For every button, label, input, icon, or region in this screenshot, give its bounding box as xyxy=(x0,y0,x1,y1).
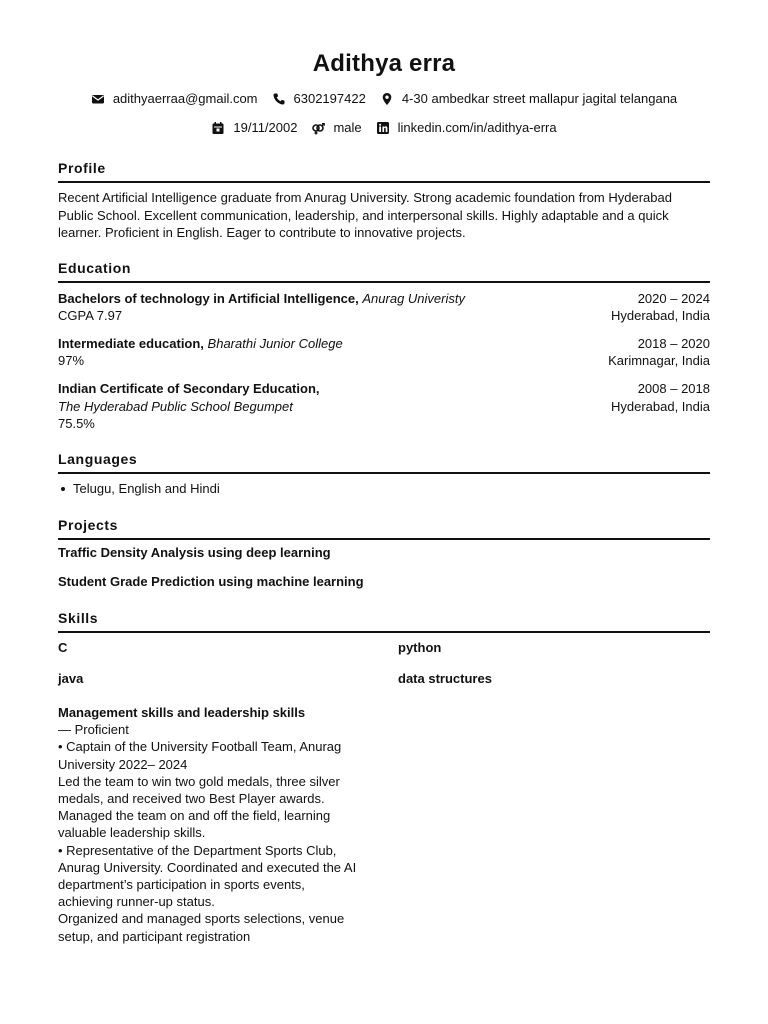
location-pin-icon xyxy=(380,92,394,106)
profile-heading: Profile xyxy=(58,160,710,183)
project-item-1: Traffic Density Analysis using deep learning xyxy=(58,545,331,560)
project-item-2: Student Grade Prediction using machine learning xyxy=(58,574,364,589)
contact-row-2 xyxy=(58,120,710,135)
management-line: medals, and received two Best Player awards. xyxy=(58,791,325,807)
contact-row-1 xyxy=(58,91,710,106)
management-line: • Captain of the University Football Team, Anurag xyxy=(58,739,342,755)
languages-heading: Languages xyxy=(58,451,710,474)
profile-line: Public School. Excellent communication, leadership, and interpersonal skills. Highly adaptable and a quick xyxy=(58,207,669,223)
profile-line: Recent Artificial Intelligence graduate from Anurag University. Strong academic foundation from Hyderabad xyxy=(58,190,672,205)
education-entry-3-school xyxy=(58,398,710,416)
gender-icon xyxy=(311,121,325,135)
phone-icon xyxy=(272,92,286,106)
calendar-icon xyxy=(211,121,225,135)
address-text: 4-30 ambedkar street mallapur jagital telangana xyxy=(401,91,678,106)
resume-name: Adithya erra xyxy=(312,50,456,77)
management-line: Anurag University. Coordinated and executed the AI xyxy=(58,859,357,875)
management-skill-title: Management skills and leadership skills xyxy=(58,705,306,720)
degree-title: Bachelors of technology in Artificial Intelligence, xyxy=(58,291,359,306)
skill-item: java xyxy=(58,671,84,686)
degree-title: Intermediate education, xyxy=(58,336,204,351)
education-score: 75.5% xyxy=(58,416,95,431)
email-text: adithyaerraa@gmail.com xyxy=(112,91,258,106)
education-entry-3-detail xyxy=(58,415,710,433)
projects-heading: Projects xyxy=(58,517,710,540)
education-entry-2-detail xyxy=(58,352,710,370)
education-heading: Education xyxy=(58,260,710,283)
profile-summary xyxy=(58,189,710,242)
contact-dob xyxy=(211,120,297,135)
degree-title: Indian Certificate of Secondary Education, xyxy=(58,381,320,396)
education-dates: 2008 – 2018 xyxy=(637,381,710,396)
phone-text: 6302197422 xyxy=(293,91,366,106)
education-entry-3-header xyxy=(58,380,710,398)
linkedin-text: linkedin.com/in/adithya-erra xyxy=(397,120,557,135)
education-score: CGPA 7.97 xyxy=(58,308,123,323)
management-line: University 2022– 2024 xyxy=(58,756,188,772)
management-skill-block xyxy=(58,704,378,945)
management-line: setup, and participant registration xyxy=(58,928,251,944)
management-line: department’s participation in sports events, xyxy=(58,877,305,893)
contact-linkedin[interactable] xyxy=(376,120,557,135)
contact-gender xyxy=(311,120,361,135)
education-location: Hyderabad, India xyxy=(610,308,710,323)
education-entry-2-header xyxy=(58,335,710,353)
education-location: Karimnagar, India xyxy=(608,353,710,368)
education-dates: 2020 – 2024 xyxy=(637,291,710,306)
contact-phone[interactable] xyxy=(272,91,366,106)
school-name: Anurag Univeristy xyxy=(362,291,465,306)
education-location: Hyderabad, India xyxy=(610,399,710,414)
management-line: achieving runner-up status. xyxy=(58,894,215,910)
management-line: Managed the team on and off the field, learning xyxy=(58,808,331,824)
school-name: Bharathi Junior College xyxy=(207,336,343,351)
dob-text: 19/11/2002 xyxy=(233,120,298,135)
management-line: • Representative of the Department Sports Club, xyxy=(58,842,337,858)
gender-text: male xyxy=(333,120,362,135)
skill-item: C xyxy=(58,640,68,655)
education-entry-1-detail xyxy=(58,307,710,325)
language-item xyxy=(58,481,220,496)
skill-item: data structures xyxy=(398,671,492,686)
management-line: Organized and managed sports selections, venue xyxy=(58,911,345,927)
language-text: Telugu, English and Hindi xyxy=(73,481,220,496)
linkedin-icon xyxy=(376,121,390,135)
contact-address xyxy=(380,91,677,106)
management-line: Led the team to win two gold medals, three silver xyxy=(58,773,340,789)
education-dates: 2018 – 2020 xyxy=(637,336,710,351)
contact-email[interactable] xyxy=(91,91,258,106)
skills-heading: Skills xyxy=(58,610,710,633)
envelope-icon xyxy=(91,92,105,106)
management-line: valuable leadership skills. xyxy=(58,825,206,841)
education-score: 97% xyxy=(58,353,85,368)
management-skill-level: — Proficient xyxy=(58,722,129,738)
school-name: The Hyderabad Public School Begumpet xyxy=(58,399,293,414)
skill-item: python xyxy=(398,640,442,655)
education-entry-1-header xyxy=(58,290,710,308)
bullet-icon xyxy=(61,487,65,491)
profile-line: learner. Proficient in English. Eager to contribute to innovative projects. xyxy=(58,225,466,240)
